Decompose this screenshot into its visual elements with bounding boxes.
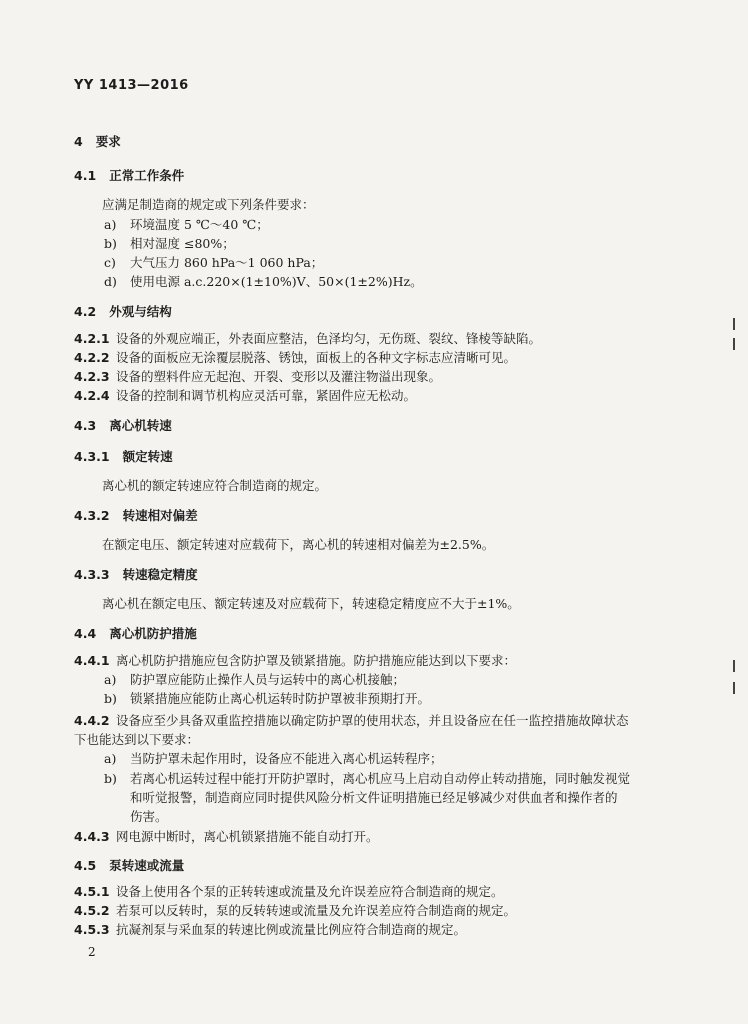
clause-4-4-1: 4.4.1 离心机防护措施应包含防护罩及锁紧措施。防护措施应能达到以下要求：: [74, 653, 517, 668]
section-number: 4.3.3: [74, 567, 110, 582]
list-item-cont: 和听觉报警，制造商应同时提供风险分析文件证明措施已经足够减少对供血者和操作者的: [130, 790, 618, 805]
page-number: 2: [88, 945, 96, 959]
list-item: a) 环境温度 5 ℃～40 ℃；: [104, 217, 269, 232]
section-title: 正常工作条件: [109, 168, 185, 183]
document-code: YY 1413—2016: [74, 78, 189, 93]
list-item: b) 若离心机运转过程中能打开防护罩时，离心机应马上启动自动停止转动措施，同时触发视觉: [104, 771, 631, 786]
clause-4-5-3: 4.5.3 抗凝剂泵与采血泵的转速比例或流量比例应符合制造商的规定。: [74, 922, 467, 937]
list-item: b) 锁紧措施应能防止离心机运转时防护罩被非预期打开。: [104, 691, 431, 706]
binding-mark: [733, 682, 735, 694]
clause-4-2-4: 4.2.4 设备的控制和调节机构应灵活可靠，紧固件应无松动。: [74, 388, 417, 403]
section-4-1-heading: [74, 168, 184, 184]
list-item: a) 防护罩应能防止操作人员与运转中的离心机接触；: [104, 672, 406, 687]
clause-4-4-3: 4.4.3 网电源中断时，离心机锁紧措施不能自动打开。: [74, 829, 379, 844]
clause-4-4-2-cont: 下也能达到以下要求：: [74, 732, 200, 747]
clause-4-3-3-text: 离心机在额定电压、额定转速及对应载荷下，转速稳定精度应不大于±1%。: [102, 596, 520, 611]
section-4-3-heading: [74, 418, 172, 434]
section-4-5-heading: [74, 858, 184, 874]
section-4-1-intro: 应满足制造商的规定或下列条件要求：: [102, 197, 315, 212]
section-number: 4.1: [74, 168, 97, 183]
binding-mark: [733, 318, 735, 330]
section-4-heading: [74, 134, 121, 150]
clause-4-5-2: 4.5.2 若泵可以反转时，泵的反转转速或流量及允许误差应符合制造商的规定。: [74, 903, 517, 918]
clause-4-2-3: 4.2.3 设备的塑料件应无起泡、开裂、变形以及灌注物溢出现象。: [74, 369, 442, 384]
list-item: c) 大气压力 860 hPa～1 060 hPa；: [104, 255, 324, 270]
section-title: 要求: [95, 134, 121, 149]
list-item: b) 相对湿度 ≤80%；: [104, 236, 235, 251]
list-item: a) 当防护罩未起作用时，设备应不能进入离心机运转程序；: [104, 751, 443, 766]
section-number: 4.3.1: [74, 449, 110, 464]
section-number: 4.5: [74, 858, 97, 873]
clause-4-2-2: 4.2.2 设备的面板应无涂覆层脱落、锈蚀，面板上的各种文字标志应清晰可见。: [74, 350, 517, 365]
section-number: 4: [74, 134, 83, 149]
binding-mark: [733, 338, 735, 350]
binding-mark: [733, 660, 735, 672]
section-title: 额定转速: [122, 449, 173, 464]
section-number: 4.2: [74, 304, 97, 319]
section-4-3-1-heading: [74, 449, 173, 465]
section-title: 转速稳定精度: [122, 567, 198, 582]
section-title: 泵转速或流量: [109, 858, 185, 873]
section-number: 4.3: [74, 418, 97, 433]
section-4-4-heading: [74, 626, 197, 642]
section-title: 离心机防护措施: [109, 626, 197, 641]
clause-4-5-1: 4.5.1 设备上使用各个泵的正转转速或流量及允许误差应符合制造商的规定。: [74, 884, 504, 899]
clause-4-2-1: 4.2.1 设备的外观应端正，外表面应整洁，色泽均匀，无伤斑、裂纹、锋棱等缺陷。: [74, 331, 542, 346]
clause-4-4-2: 4.4.2 设备应至少具备双重监控措施以确定防护罩的使用状态，并且设备应在任一监控措施故障状态: [74, 713, 629, 728]
section-4-3-2-heading: [74, 508, 198, 524]
clause-4-3-1-text: 离心机的额定转速应符合制造商的规定。: [102, 478, 328, 493]
section-4-2-heading: [74, 304, 172, 320]
clause-4-3-2-text: 在额定电压、额定转速对应载荷下，离心机的转速相对偏差为±2.5%。: [102, 537, 495, 552]
section-number: 4.4: [74, 626, 97, 641]
section-title: 离心机转速: [109, 418, 172, 433]
list-item: d) 使用电源 a.c.220×(1±10%)V、50×(1±2%)Hz。: [104, 274, 423, 289]
section-title: 外观与结构: [109, 304, 172, 319]
section-title: 转速相对偏差: [122, 508, 198, 523]
list-item-cont: 伤害。: [130, 809, 168, 824]
section-4-3-3-heading: [74, 567, 198, 583]
section-number: 4.3.2: [74, 508, 110, 523]
